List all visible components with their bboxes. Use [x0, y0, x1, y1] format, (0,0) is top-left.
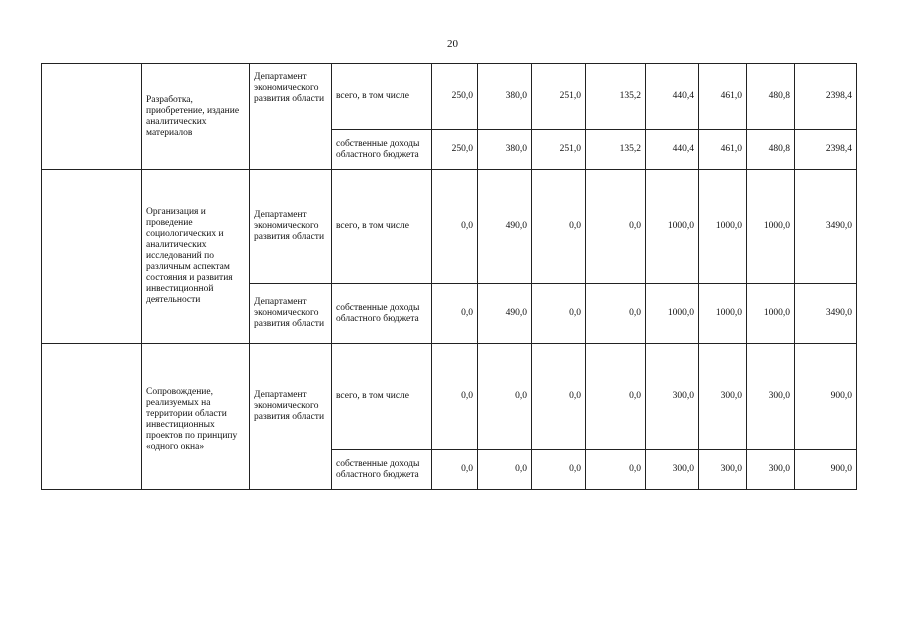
value-cell: 1000,0 — [646, 170, 699, 284]
department-cell: Департамент экономического развития области — [250, 64, 332, 170]
value-cell: 0,0 — [432, 284, 478, 344]
total-cell: 3490,0 — [795, 284, 857, 344]
value-cell: 0,0 — [478, 344, 532, 450]
total-cell: 2398,4 — [795, 64, 857, 130]
number-cell — [42, 64, 142, 170]
funding-source: всего, в том числе — [332, 170, 432, 284]
value-cell: 0,0 — [478, 450, 532, 490]
total-cell: 900,0 — [795, 450, 857, 490]
value-cell: 490,0 — [478, 170, 532, 284]
value-cell: 0,0 — [532, 170, 586, 284]
value-cell: 0,0 — [532, 450, 586, 490]
value-cell: 1000,0 — [699, 170, 747, 284]
number-cell — [42, 344, 142, 490]
table-row — [42, 64, 857, 130]
value-cell: 300,0 — [747, 344, 795, 450]
value-cell: 380,0 — [478, 130, 532, 170]
total-cell: 900,0 — [795, 344, 857, 450]
value-cell: 300,0 — [646, 450, 699, 490]
value-cell: 461,0 — [699, 64, 747, 130]
value-cell: 440,4 — [646, 64, 699, 130]
value-cell: 300,0 — [699, 450, 747, 490]
value-cell: 300,0 — [699, 344, 747, 450]
value-cell: 0,0 — [432, 344, 478, 450]
page-number: 20 — [447, 38, 458, 50]
value-cell: 480,8 — [747, 64, 795, 130]
value-cell: 0,0 — [586, 344, 646, 450]
value-cell: 0,0 — [586, 170, 646, 284]
value-cell: 1000,0 — [646, 284, 699, 344]
table-row — [42, 170, 857, 284]
value-cell: 480,8 — [747, 130, 795, 170]
value-cell: 490,0 — [478, 284, 532, 344]
department-cell: Департамент экономического развития области — [250, 284, 332, 344]
total-cell: 3490,0 — [795, 170, 857, 284]
value-cell: 0,0 — [532, 344, 586, 450]
value-cell: 0,0 — [586, 450, 646, 490]
budget-table — [41, 63, 857, 490]
funding-source: собственные доходы областного бюджета — [332, 284, 432, 344]
value-cell: 135,2 — [586, 130, 646, 170]
value-cell: 1000,0 — [747, 284, 795, 344]
value-cell: 300,0 — [646, 344, 699, 450]
department-cell: Департамент экономического развития области — [250, 344, 332, 490]
value-cell: 440,4 — [646, 130, 699, 170]
total-cell: 2398,4 — [795, 130, 857, 170]
department-cell: Департамент экономического развития области — [250, 170, 332, 284]
number-cell — [42, 170, 142, 344]
activity-name: Разработка, приобретение, издание аналитических материалов — [142, 64, 250, 170]
value-cell: 250,0 — [432, 64, 478, 130]
value-cell: 251,0 — [532, 130, 586, 170]
value-cell: 0,0 — [432, 450, 478, 490]
value-cell: 0,0 — [532, 284, 586, 344]
value-cell: 461,0 — [699, 130, 747, 170]
value-cell: 380,0 — [478, 64, 532, 130]
value-cell: 251,0 — [532, 64, 586, 130]
value-cell: 0,0 — [586, 284, 646, 344]
funding-source: всего, в том числе — [332, 344, 432, 450]
funding-source: всего, в том числе — [332, 64, 432, 130]
funding-source: собственные доходы областного бюджета — [332, 450, 432, 490]
value-cell: 1000,0 — [699, 284, 747, 344]
value-cell: 300,0 — [747, 450, 795, 490]
activity-name: Сопровождение, реализуемых на территории области инвестиционных проектов по принципу «одного окна» — [142, 344, 250, 490]
table-row — [42, 344, 857, 450]
value-cell: 135,2 — [586, 64, 646, 130]
value-cell: 0,0 — [432, 170, 478, 284]
activity-name: Организация и проведение социологических и аналитических исследований по различным аспектам состояния и развития инвестиционной деятельности — [142, 170, 250, 344]
value-cell: 1000,0 — [747, 170, 795, 284]
value-cell: 250,0 — [432, 130, 478, 170]
funding-source: собственные доходы областного бюджета — [332, 130, 432, 170]
